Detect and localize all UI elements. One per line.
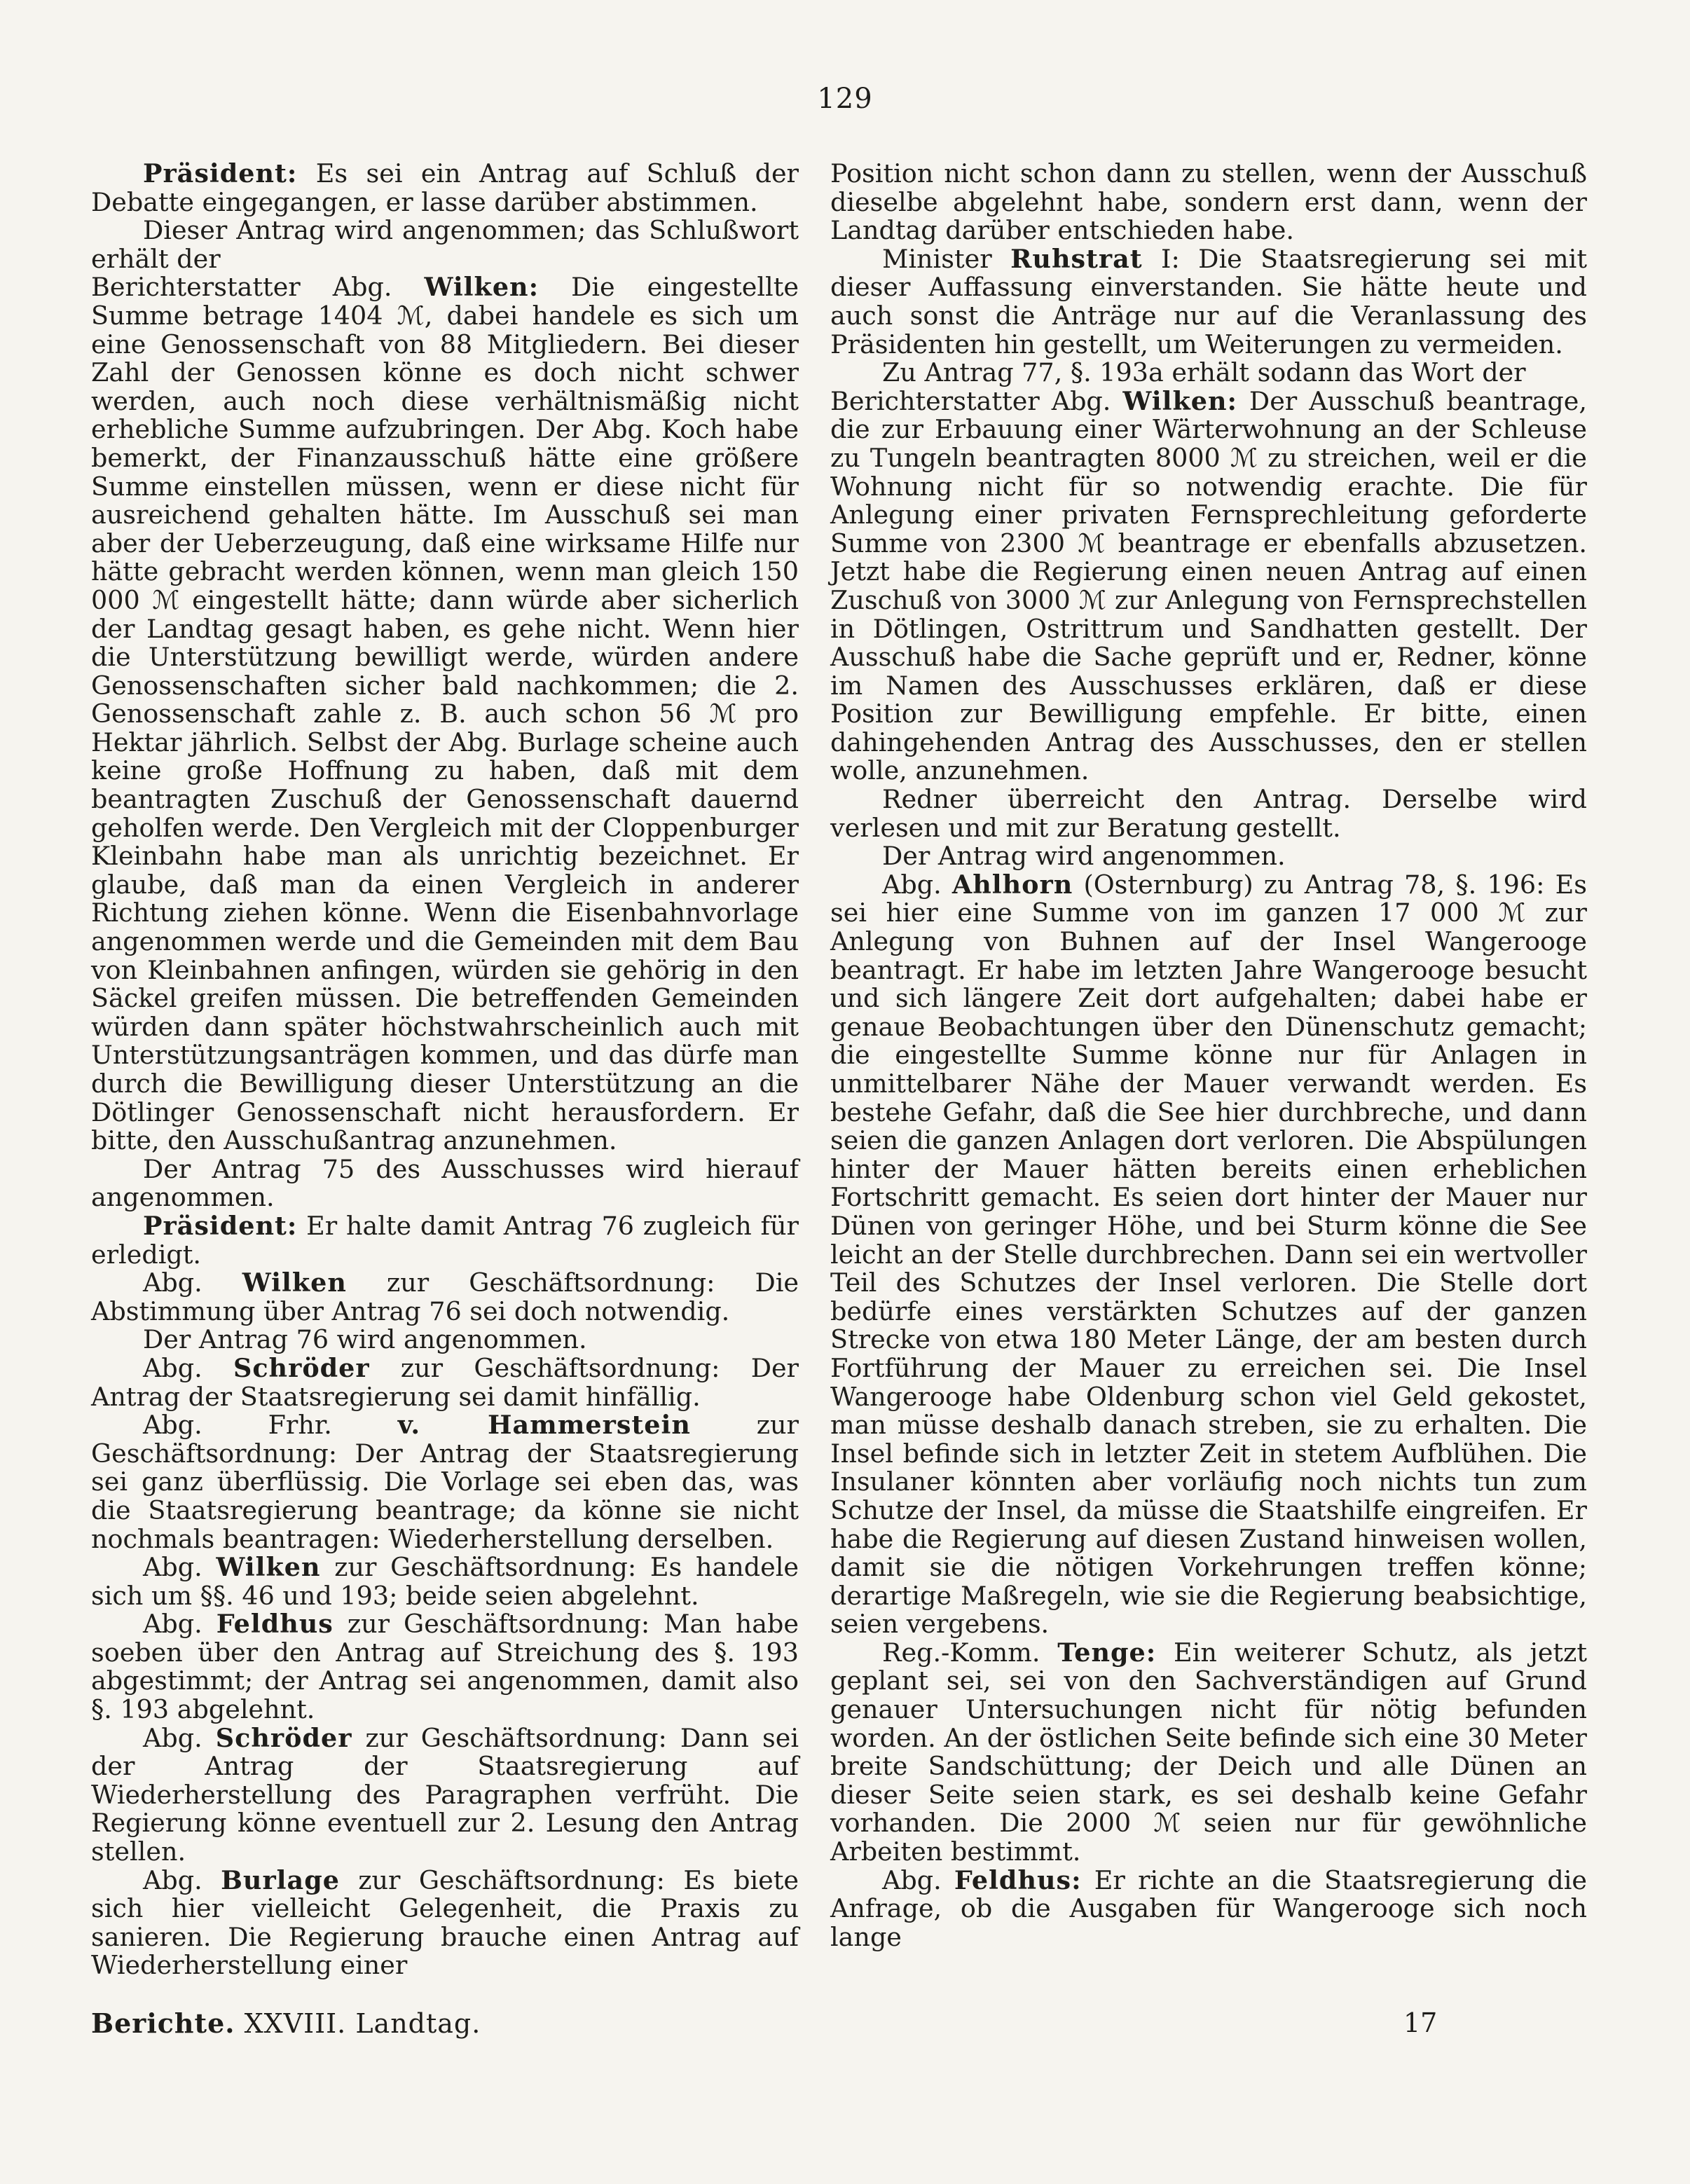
paragraph <box>830 1639 1587 1867</box>
paragraph-text: Er richte an die Staatsregierung die Anfrage, ob die Ausgaben für Wangerooge sich noch lange <box>830 1864 1587 1952</box>
paragraph-prefix: Abg. <box>143 1352 233 1383</box>
paragraph-text: (Osternburg) zu Antrag 78, §. 196: Es sei hier eine Summe von im ganzen 17 000 ℳ zur Anlegung von Buhnen auf der Insel Wangerooge beantragt. Er habe im letzten Jahre Wangerooge besucht und sich längere Zeit dort aufgehalten; dabei habe er genaue Beobachtungen über den Dünenschutz gemacht; die eingestellte Summe könne nur für Anlagen in unmittelbarer Nähe der Mauer verwandt werden. Es bestehe Gefahr, daß die See hier durchbreche, und dann seien die ganzen Anlagen dort verloren. Die Abspülungen hinter der Mauer hätten bereits einen erheblichen Fortschritt gemacht. Es seien dort hinter der Mauer nur Dünen von geringer Höhe, und bei Sturm könne die See leicht an der Stelle durchbrechen. Dann sei ein wertvoller Teil des Schutzes der Insel verloren. Die Stelle dort bedürfe eines verstärkten Schutzes auf der ganzen Strecke von etwa 180 Meter Länge, der am besten durch Fortführung der Mauer zu erreichen sei. Die Insel Wangerooge habe Oldenburg schon viel Geld gekostet, man müsse deshalb danach streben, sie zu erhalten. Die Insel befinde sich in letzter Zeit in stetem Aufblühen. Die Insulaner könnten aber vorläufig noch nichts tun zum Schutze der Insel, da müsse die Staatshilfe eingreifen. Er habe die Regierung auf diesen Zustand hinweisen wollen, damit sie die nötigen Vorkehrungen treffen könne; derartige Maßregeln, wie sie die Regierung beabsichtige, seien vergebens. <box>830 869 1587 1640</box>
footer-session: XXVIII. Landtag. <box>244 2008 481 2039</box>
paragraph <box>830 785 1587 842</box>
paragraph-prefix: Abg. <box>882 1864 954 1895</box>
speaker-name: Wilken <box>216 1552 321 1583</box>
paragraph <box>91 1724 799 1867</box>
paragraph <box>91 217 799 273</box>
speaker-name: Burlage <box>221 1864 340 1895</box>
signature-number: 17 <box>1403 2007 1438 2038</box>
paragraph <box>830 1864 1587 1952</box>
paragraph <box>91 1864 799 1981</box>
paragraph-text: Ein weiterer Schutz, als jetzt geplant sei, sei von den Sachverständigen auf Grund genauer Untersuchungen nicht für nötig befunden worden. An der östlichen Seite befinde sich eine 30 Meter breite Sandschüttung; der Deich und alle Dünen an dieser Seite seien stark, es sei deshalb keine Gefahr vorhanden. Die 2000 ℳ seien nur für gewöhnliche Arbeiten bestimmt. <box>830 1637 1587 1867</box>
speaker-name: Wilken: <box>1122 385 1237 416</box>
paragraph-prefix: Abg. <box>143 1609 217 1640</box>
speaker-name: Präsident: <box>143 158 298 188</box>
paragraph-prefix: Minister <box>882 243 1011 274</box>
paragraph-prefix: Reg.-Komm. <box>882 1637 1058 1668</box>
speaker-name: Feldhus <box>216 1609 334 1640</box>
paragraph-prefix: Abg. Frhr. <box>143 1410 398 1441</box>
paragraph-prefix: Abg. <box>143 1552 217 1583</box>
paragraph <box>830 359 1587 387</box>
speaker-name: Ahlhorn <box>952 869 1073 900</box>
paragraph-text: zur Geschäftsordnung: Es biete sich hier vielleicht Gelegenheit, die Praxis zu sanieren. Die Regierung brauche einen Antrag auf Wiederherstellung einer <box>91 1864 799 1981</box>
page-number: 129 <box>817 83 873 115</box>
paragraph <box>830 160 1587 245</box>
speaker-name: Tenge: <box>1057 1637 1157 1668</box>
paragraph-text: zur Geschäftsordnung: Die Abstimmung über Antrag 76 sei doch notwendig. <box>91 1268 799 1326</box>
paragraph <box>91 1553 799 1610</box>
paragraph-text: Dieser Antrag wird angenommen; das Schlußwort erhält der <box>91 215 799 274</box>
footer-label: Berichte. <box>91 2007 235 2039</box>
paragraph-text: Der Antrag 76 wird angenommen. <box>143 1324 587 1355</box>
paragraph-text: Position nicht schon dann zu stellen, wenn der Ausschuß dieselbe abgelehnt habe, sondern erst dann, wenn der Landtag darüber entschieden habe. <box>830 158 1587 246</box>
paragraph <box>830 871 1587 1639</box>
speaker-name: Wilken: <box>424 272 540 303</box>
paragraph <box>91 160 799 217</box>
paragraph <box>830 842 1587 871</box>
right-column <box>830 160 1587 1951</box>
paragraph-text: zur Geschäftsordnung: Es handele sich um §§. 46 und 193; beide seien abgelehnt. <box>91 1552 799 1611</box>
paragraph <box>91 1354 799 1411</box>
paragraph <box>91 273 799 1155</box>
paragraph-text: Es sei ein Antrag auf Schluß der Debatte eingegangen, er lasse darüber abstimmen. <box>91 158 799 217</box>
speaker-name: v. Hammerstein <box>397 1410 691 1441</box>
paragraph-text: Der Ausschuß beantrage, die zur Erbauung einer Wärterwohnung an der Schleuse zu Tungeln beantragten 8000 ℳ zu streichen, weil er die Wohnung nicht für so notwendig erachte. Die für Anlegung einer privaten Fernsprechleitung geforderte Summe von 2300 ℳ beantrage er ebenfalls abzusetzen. Jetzt habe die Regierung einen neuen Antrag auf einen Zuschuß von 3000 ℳ zur Anlegung von Fernsprechstellen in Dötlingen, Ostrittrum und Sandhatten gestellt. Der Ausschuß habe die Sache geprüft und er, Redner, könne im Namen des Ausschusses erklären, daß er diese Position zur Bewilligung empfehle. Er bitte, einen dahingehenden Antrag des Ausschusses, den er stellen wolle, anzunehmen. <box>830 385 1587 786</box>
paragraph <box>91 1269 799 1326</box>
paragraph <box>830 245 1587 359</box>
speaker-name: Wilken <box>242 1268 347 1298</box>
paragraph <box>91 1155 799 1212</box>
paragraph-prefix: Abg. <box>143 1722 216 1753</box>
speaker-name: Ruhstrat <box>1010 243 1143 274</box>
paragraph <box>91 1411 799 1553</box>
paragraph-text: zur Geschäftsordnung: Dann sei der Antrag der Staatsregierung auf Wiederherstellung des Paragraphen verfrüht. Die Regierung könne eventuell zur 2. Lesung den Antrag stellen. <box>91 1722 799 1867</box>
paragraph-prefix: Berichterstatter Abg. <box>830 385 1123 416</box>
speaker-name: Präsident: <box>143 1210 298 1241</box>
paragraph-text: Zu Antrag 77, §. 193a erhält sodann das Wort der <box>882 357 1526 388</box>
paragraph-text: zur Geschäftsordnung: Der Antrag der Staatsregierung sei damit hinfällig. <box>91 1352 799 1412</box>
paragraph-text: Er halte damit Antrag 76 zugleich für erledigt. <box>91 1210 799 1270</box>
paragraph <box>91 1326 799 1354</box>
paragraph <box>830 387 1587 785</box>
paragraph-prefix: Abg. <box>143 1864 221 1895</box>
speaker-name: Schröder <box>233 1352 370 1383</box>
paragraph-prefix: Abg. <box>882 869 952 900</box>
paragraph-text: zur Geschäftsordnung: Der Antrag der Staatsregierung sei ganz überflüssig. Die Vorlage sei eben das, was die Staatsregierung beantrage; da könne sie nicht nochmals beantragen: Wiederherstellung derselben. <box>91 1410 799 1554</box>
paragraph-text: Die eingestellte Summe betrage 1404 ℳ, dabei handele es sich um eine Genossenschaft von 88 Mitgliedern. Bei dieser Zahl der Genossen könne es doch nicht schwer werden, auch noch diese verhältnismäßig nicht erhebliche Summe aufzubringen. Der Abg. Koch habe bemerkt, der Finanzausschuß hätte eine größere Summe einstellen müssen, wenn er diese nicht für ausreichend gehalten hätte. Im Ausschuß sei man aber der Ueberzeugung, daß eine wirksame Hilfe nur hätte gebracht werden können, wenn man gleich 150 000 ℳ eingestellt hätte; dann würde aber sicherlich der Landtag gesagt haben, es gehe nicht. Wenn hier die Unterstützung bewilligt werde, würden andere Genossenschaften sicher bald nachkommen; die 2. Genossenschaft zahle z. B. auch schon 56 ℳ pro Hektar jährlich. Selbst der Abg. Burlage scheine auch keine große Hoffnung zu haben, daß mit dem beantragten Zuschuß der Genossenschaft dauernd geholfen werde. Den Vergleich mit der Cloppenburger Kleinbahn habe man als unrichtig bezeichnet. Er glaube, daß man da einen Vergleich in anderer Richtung ziehen könne. Wenn die Eisenbahnvorlage angenommen werde und die Gemeinden mit dem Bau von Kleinbahnen anfingen, würden sie gehörig in den Säckel greifen müssen. Die betreffenden Gemeinden würden dann später höchstwahrscheinlich auch mit Unterstützungsanträgen kommen, und das dürfe man durch die Bewilligung dieser Unterstützung an die Dötlinger Genossenschaft nicht herausfordern. Er bitte, den Ausschußantrag anzunehmen. <box>91 272 799 1156</box>
paragraph-text: Redner überreicht den Antrag. Derselbe wird verlesen und mit zur Beratung gestellt. <box>830 784 1587 843</box>
speaker-name: Schröder <box>215 1722 352 1753</box>
paragraph-prefix: Abg. <box>143 1268 242 1298</box>
paragraph <box>91 1212 799 1269</box>
paragraph-text: zur Geschäftsordnung: Man habe soeben über den Antrag auf Streichung des §. 193 abgestimmt; der Antrag sei angenommen, damit also §. 193 abgelehnt. <box>91 1609 799 1725</box>
paragraph <box>91 1610 799 1724</box>
paragraph-text: Der Antrag wird angenommen. <box>882 841 1286 872</box>
paragraph-text: Der Antrag 75 des Ausschusses wird hierauf angenommen. <box>91 1153 799 1213</box>
left-column <box>91 160 799 1980</box>
paragraph-prefix: Berichterstatter Abg. <box>91 272 425 303</box>
footer-signature <box>91 2007 481 2039</box>
paragraph-text: I: Die Staatsregierung sei mit dieser Auffassung einverstanden. Sie hätte heute und auch sonst die Anträge nur auf die Veranlassung des Präsidenten hin gestellt, um Weiterungen zu vermeiden. <box>830 243 1587 359</box>
speaker-name: Feldhus: <box>954 1864 1082 1895</box>
